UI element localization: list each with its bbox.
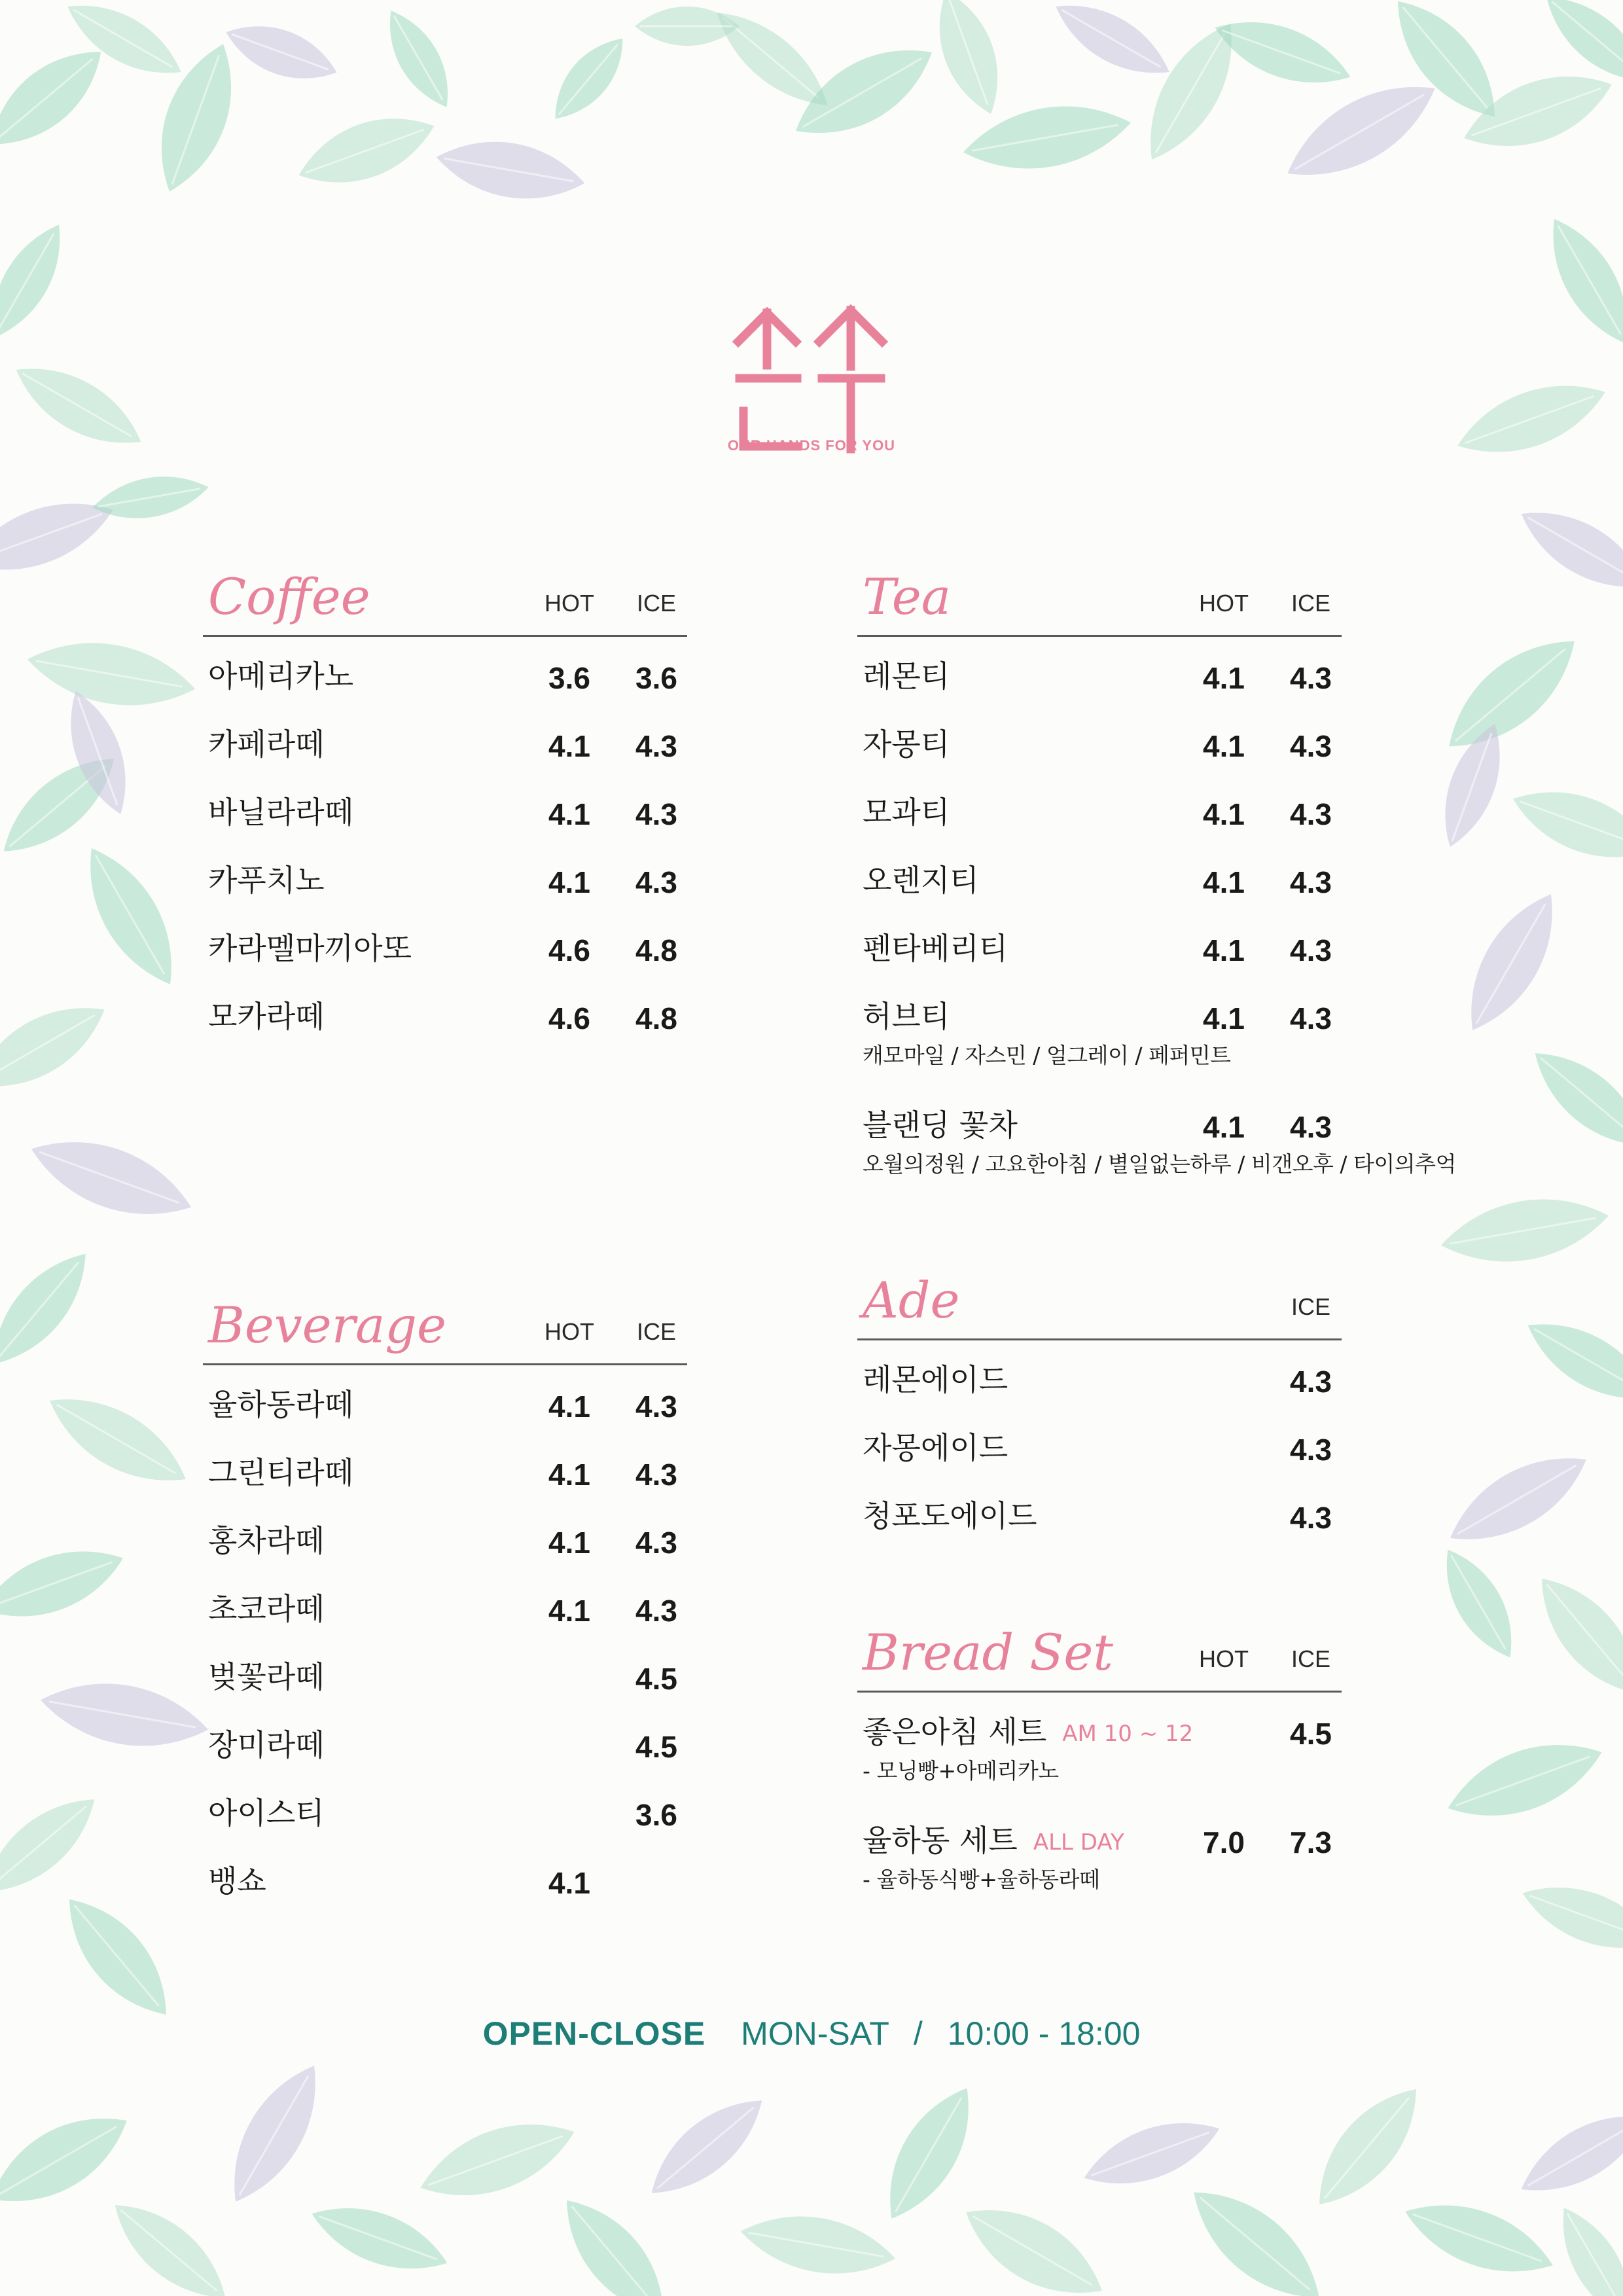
menu-item-row — [203, 1588, 687, 1656]
watercolor-eucalyptus-leaf-icon — [952, 2187, 1117, 2296]
menu-item-time-tag: AM 10 ~ 12 — [1062, 1721, 1194, 1747]
watercolor-eucalyptus-leaf-icon — [219, 12, 344, 94]
hot-price: 4.1 — [548, 865, 590, 899]
watercolor-eucalyptus-leaf-icon — [1436, 1187, 1614, 1274]
menu-item-row — [203, 859, 687, 927]
ice-column-header: ICE — [1291, 1645, 1330, 1672]
menu-item-name — [208, 1728, 325, 1763]
menu-item-name-text: 좋은아침 세트 — [863, 1714, 1047, 1749]
ice-price: 4.3 — [1290, 661, 1332, 695]
ice-price: 4.5 — [635, 1662, 677, 1696]
opening-hours — [0, 2015, 1623, 2053]
hot-column-header: HOT — [1199, 590, 1249, 617]
menu-list — [857, 637, 1456, 1213]
watercolor-eucalyptus-leaf-icon — [304, 2191, 455, 2286]
hot-price: 4.1 — [1203, 1110, 1245, 1144]
menu-item-name-text: 율하동 세트 — [863, 1823, 1018, 1858]
ice-price: 4.5 — [1290, 1717, 1332, 1751]
menu-item — [203, 1452, 687, 1520]
watercolor-eucalyptus-leaf-icon — [0, 986, 118, 1108]
watercolor-eucalyptus-leaf-icon — [1448, 367, 1614, 471]
section-header — [203, 569, 687, 637]
section-title: Beverage — [208, 1296, 447, 1354]
hot-price: 7.0 — [1203, 1825, 1245, 1859]
menu-item-name-text: 자몽티 — [863, 726, 950, 762]
section-tea — [857, 567, 1456, 1213]
ice-price: 4.3 — [635, 1390, 677, 1424]
menu-item-name-text: 벚꽃라떼 — [208, 1659, 325, 1695]
watercolor-eucalyptus-leaf-icon — [635, 7, 740, 46]
menu-item-name-text: 오렌지티 — [863, 863, 979, 898]
watercolor-eucalyptus-leaf-icon — [432, 130, 590, 209]
menu-item — [857, 655, 1342, 723]
watercolor-eucalyptus-leaf-icon — [0, 31, 118, 166]
section-header — [857, 569, 1342, 637]
menu-list — [203, 1365, 687, 1928]
section-title: Ade — [863, 1271, 960, 1329]
menu-item — [857, 1359, 1342, 1427]
menu-item — [203, 1384, 687, 1452]
hot-column-header: HOT — [1199, 1645, 1249, 1672]
menu-item-row — [203, 1792, 687, 1860]
watercolor-eucalyptus-leaf-icon — [1396, 2186, 1562, 2291]
menu-item-row — [857, 859, 1342, 927]
ice-column-header: ICE — [636, 590, 676, 617]
watercolor-eucalyptus-leaf-icon — [0, 214, 78, 350]
menu-item-row — [203, 1724, 687, 1792]
menu-item — [203, 1860, 687, 1928]
section-header — [857, 1625, 1342, 1693]
watercolor-eucalyptus-leaf-icon — [0, 1781, 110, 1911]
hot-column-header: HOT — [544, 590, 594, 617]
ice-price: 4.3 — [635, 797, 677, 831]
menu-item-name — [208, 1456, 353, 1490]
hours-days: MON-SAT — [741, 2015, 889, 2052]
menu-item-name — [208, 1796, 325, 1831]
section-bread-set — [857, 1625, 1342, 1928]
watercolor-eucalyptus-leaf-icon — [1076, 2106, 1228, 2201]
menu-item-description: - 모닝빵+아메리카노 — [863, 1758, 1059, 1784]
watercolor-eucalyptus-leaf-icon — [35, 1671, 213, 1759]
menu-item — [203, 791, 687, 859]
watercolor-eucalyptus-leaf-icon — [89, 468, 212, 527]
menu-item — [857, 1104, 1456, 1213]
hours-time: 10:00 - 18:00 — [947, 2015, 1141, 2052]
watercolor-eucalyptus-leaf-icon — [868, 2075, 990, 2232]
menu-item — [203, 859, 687, 927]
ice-price: 4.3 — [1290, 1365, 1332, 1399]
menu-item-name — [863, 1108, 1018, 1143]
menu-item-row — [203, 1452, 687, 1520]
watercolor-eucalyptus-leaf-icon — [1533, 207, 1623, 356]
menu-item — [857, 927, 1342, 996]
watercolor-eucalyptus-leaf-icon — [546, 2183, 684, 2296]
menu-item-description: 캐모마일 / 자스민 / 얼그레이 / 페퍼민트 — [863, 1043, 1231, 1068]
section-header — [857, 1273, 1342, 1340]
menu-item-name — [863, 795, 950, 830]
ice-price: 3.6 — [635, 661, 677, 695]
menu-item-row — [857, 1820, 1342, 1863]
menu-item-row — [203, 927, 687, 996]
menu-item-name — [208, 1388, 353, 1422]
menu-item-name — [208, 999, 325, 1034]
ice-price: 4.3 — [635, 1526, 677, 1560]
watercolor-eucalyptus-leaf-icon — [290, 101, 444, 201]
section-title: Tea — [863, 567, 952, 626]
ice-price: 4.8 — [635, 933, 677, 967]
section-title: Bread Set — [863, 1623, 1113, 1681]
menu-item-name-text: 율하동라떼 — [208, 1387, 354, 1422]
hot-price: 4.1 — [548, 1526, 590, 1560]
menu-item-row — [857, 1711, 1342, 1754]
menu-item-name-text: 장미라떼 — [208, 1727, 325, 1763]
hot-price: 3.6 — [548, 661, 590, 695]
menu-item-name — [208, 727, 325, 762]
watercolor-eucalyptus-leaf-icon — [1429, 1539, 1529, 1668]
menu-item-row — [857, 791, 1342, 859]
menu-item — [203, 1520, 687, 1588]
watercolor-eucalyptus-leaf-icon — [0, 1533, 132, 1635]
menu-item-name-text: 자몽에이드 — [863, 1430, 1008, 1465]
hot-price: 4.1 — [548, 1594, 590, 1628]
watercolor-eucalyptus-leaf-icon — [1521, 1561, 1623, 1711]
menu-item-name-text: 청포도에이드 — [863, 1498, 1037, 1534]
menu-item — [857, 996, 1342, 1104]
watercolor-eucalyptus-leaf-icon — [48, 1882, 187, 2032]
ice-price: 3.6 — [635, 1798, 677, 1832]
menu-item-row — [203, 1384, 687, 1452]
hours-separator: / — [913, 2015, 923, 2052]
menu-item-name — [208, 1864, 266, 1899]
menu-list — [203, 637, 687, 1064]
menu-item — [203, 996, 687, 1064]
watercolor-eucalyptus-leaf-icon — [0, 2095, 141, 2225]
menu-item-name — [863, 1823, 1124, 1858]
menu-item-row — [857, 655, 1342, 723]
hot-price: 4.1 — [1203, 797, 1245, 831]
watercolor-eucalyptus-leaf-icon — [1516, 1304, 1623, 1419]
menu-item-name — [863, 1363, 1008, 1397]
menu-item-name-text: 모과티 — [863, 795, 950, 830]
menu-item-row — [857, 1359, 1342, 1427]
menu-item-name-text: 카푸치노 — [208, 863, 325, 898]
menu-item-name — [208, 931, 412, 966]
menu-item-name — [863, 1431, 1008, 1465]
menu-item-name — [863, 1715, 1193, 1749]
brand-tagline: OUR HANDS FOR YOU — [727, 437, 896, 454]
ice-price: 4.3 — [635, 865, 677, 899]
menu-item-name-text: 모카라떼 — [208, 999, 325, 1034]
ice-price: 4.3 — [1290, 1501, 1332, 1535]
ice-price: 4.3 — [1290, 797, 1332, 831]
watercolor-eucalyptus-leaf-icon — [541, 26, 638, 131]
ice-price: 4.3 — [1290, 933, 1332, 967]
hot-price: 4.1 — [1203, 729, 1245, 763]
menu-item-row — [857, 1427, 1342, 1495]
menu-item-name — [863, 931, 1008, 966]
watercolor-eucalyptus-leaf-icon — [68, 834, 193, 997]
menu-item-time-tag: ALL DAY — [1033, 1829, 1124, 1856]
section-beverage — [203, 1298, 687, 1928]
section-header — [203, 1298, 687, 1365]
watercolor-eucalyptus-leaf-icon — [1504, 774, 1623, 876]
menu-item — [857, 1820, 1342, 1928]
watercolor-eucalyptus-leaf-icon — [736, 2205, 901, 2286]
watercolor-eucalyptus-leaf-icon — [636, 2082, 778, 2212]
menu-item-name — [208, 1524, 325, 1558]
menu-item — [857, 1427, 1342, 1495]
ice-column-header: ICE — [636, 1318, 676, 1345]
menu-item-row — [857, 1495, 1342, 1563]
menu-item-row — [203, 723, 687, 791]
hot-price: 4.1 — [548, 1390, 590, 1424]
ice-price: 4.8 — [635, 1001, 677, 1035]
hot-price: 4.1 — [1203, 1001, 1245, 1035]
menu-item-row — [857, 723, 1342, 791]
watercolor-eucalyptus-leaf-icon — [212, 2052, 337, 2215]
menu-item-name — [208, 1592, 325, 1626]
menu-item-name-text: 블랜딩 꽃차 — [863, 1107, 1018, 1143]
menu-item-name-text: 그린티라떼 — [208, 1455, 354, 1490]
menu-item — [857, 1495, 1342, 1563]
watercolor-eucalyptus-leaf-icon — [374, 1, 464, 117]
section-coffee — [203, 569, 687, 1064]
ice-price: 4.3 — [635, 729, 677, 763]
hot-price: 4.1 — [1203, 865, 1245, 899]
menu-item — [857, 1711, 1342, 1820]
hot-price: 4.1 — [1203, 933, 1245, 967]
section-ade — [857, 1273, 1342, 1563]
watercolor-eucalyptus-leaf-icon — [1438, 1725, 1612, 1836]
menu-item-name — [208, 863, 325, 898]
watercolor-eucalyptus-leaf-icon — [1509, 493, 1623, 607]
menu-item-name-text: 초코라떼 — [208, 1591, 325, 1626]
ice-price: 7.3 — [1290, 1825, 1332, 1859]
ice-price: 4.5 — [635, 1730, 677, 1764]
hot-price: 4.1 — [548, 1866, 590, 1900]
hot-price: 4.1 — [548, 797, 590, 831]
menu-item-name — [208, 659, 353, 694]
menu-item — [203, 655, 687, 723]
menu-item-row — [203, 996, 687, 1064]
hot-price: 4.6 — [548, 1001, 590, 1035]
watercolor-eucalyptus-leaf-icon — [1273, 63, 1450, 199]
menu-item-name-text: 뱅쇼 — [208, 1863, 266, 1899]
watercolor-eucalyptus-leaf-icon — [1175, 2170, 1338, 2296]
watercolor-eucalyptus-leaf-icon — [22, 630, 200, 718]
watercolor-eucalyptus-leaf-icon — [923, 0, 1014, 122]
menu-item-name — [863, 659, 950, 694]
watercolor-eucalyptus-leaf-icon — [21, 1121, 201, 1234]
menu-item-name-text: 아이스티 — [208, 1795, 325, 1831]
hours-label: OPEN-CLOSE — [482, 2015, 706, 2052]
menu-item — [857, 859, 1342, 927]
ice-price: 4.3 — [635, 1594, 677, 1628]
menu-item-name-text: 레몬에이드 — [863, 1362, 1008, 1397]
menu-item — [203, 723, 687, 791]
watercolor-eucalyptus-leaf-icon — [1045, 0, 1181, 91]
menu-item-name-text: 홍차라떼 — [208, 1523, 325, 1558]
menu-item-row — [203, 655, 687, 723]
menu-item-name-text: 아메리카노 — [208, 658, 354, 694]
menu-item-description: - 율하동식빵+율하동라떼 — [863, 1867, 1100, 1892]
menu-item — [203, 1656, 687, 1724]
menu-item-row — [857, 1104, 1342, 1147]
menu-item — [203, 927, 687, 996]
menu-item — [203, 1792, 687, 1860]
menu-item-row — [203, 1656, 687, 1724]
menu-item-name — [863, 727, 950, 762]
watercolor-eucalyptus-leaf-icon — [4, 349, 153, 463]
menu-item — [857, 791, 1342, 859]
menu-item-name — [208, 1660, 325, 1695]
menu-item-name — [208, 795, 353, 830]
menu-item-row — [203, 1520, 687, 1588]
menu-item-name-text: 허브티 — [863, 999, 950, 1034]
ice-price: 4.3 — [1290, 865, 1332, 899]
ice-price: 4.3 — [1290, 1110, 1332, 1144]
menu-item-name-text: 카페라떼 — [208, 726, 325, 762]
menu-item-description: 오월의정원 / 고요한아침 / 별일없는하루 / 비갠오후 / 타이의추억 — [863, 1151, 1456, 1177]
ice-column-header: ICE — [1291, 590, 1330, 617]
ice-price: 4.3 — [635, 1458, 677, 1492]
watercolor-eucalyptus-leaf-icon — [0, 1238, 104, 1380]
watercolor-eucalyptus-leaf-icon — [1298, 2072, 1436, 2221]
ice-price: 4.3 — [1290, 1433, 1332, 1467]
menu-item-name-text: 펜타베리티 — [863, 931, 1008, 966]
menu-item — [203, 1724, 687, 1792]
menu-item-name — [863, 999, 950, 1034]
hot-price: 4.1 — [548, 729, 590, 763]
menu-item-name-text: 레몬티 — [863, 658, 950, 694]
ice-column-header: ICE — [1291, 1293, 1330, 1320]
menu-item-name-text: 카라멜마끼아또 — [208, 931, 412, 966]
menu-item-name — [863, 863, 979, 898]
menu-item-row — [203, 1860, 687, 1928]
menu-item — [203, 1588, 687, 1656]
watercolor-eucalyptus-leaf-icon — [1545, 2197, 1623, 2296]
hot-price: 4.1 — [548, 1458, 590, 1492]
watercolor-eucalyptus-leaf-icon — [410, 2104, 584, 2215]
ice-price: 4.3 — [1290, 729, 1332, 763]
section-title: Coffee — [208, 567, 370, 626]
hot-price: 4.6 — [548, 933, 590, 967]
menu-list — [857, 1693, 1342, 1928]
menu-item-name-text: 바닐라라떼 — [208, 795, 354, 830]
menu-item-row — [203, 791, 687, 859]
watercolor-eucalyptus-leaf-icon — [1430, 619, 1593, 769]
watercolor-eucalyptus-leaf-icon — [1436, 1436, 1599, 1561]
watercolor-eucalyptus-leaf-icon — [1520, 1035, 1623, 1165]
ice-price: 4.3 — [1290, 1001, 1332, 1035]
menu-item-name — [863, 1499, 1037, 1534]
menu-item-row — [857, 927, 1342, 996]
menu-list — [857, 1340, 1342, 1563]
watercolor-eucalyptus-leaf-icon — [36, 1377, 199, 1502]
menu-item — [857, 723, 1342, 791]
menu-item-row — [857, 996, 1342, 1039]
hot-price: 4.1 — [1203, 661, 1245, 695]
watercolor-eucalyptus-leaf-icon — [1509, 2096, 1623, 2211]
watercolor-eucalyptus-leaf-icon — [1514, 1870, 1623, 1965]
hot-column-header: HOT — [544, 1318, 594, 1345]
watercolor-eucalyptus-leaf-icon — [99, 2187, 241, 2296]
watercolor-eucalyptus-leaf-icon — [1449, 880, 1574, 1043]
